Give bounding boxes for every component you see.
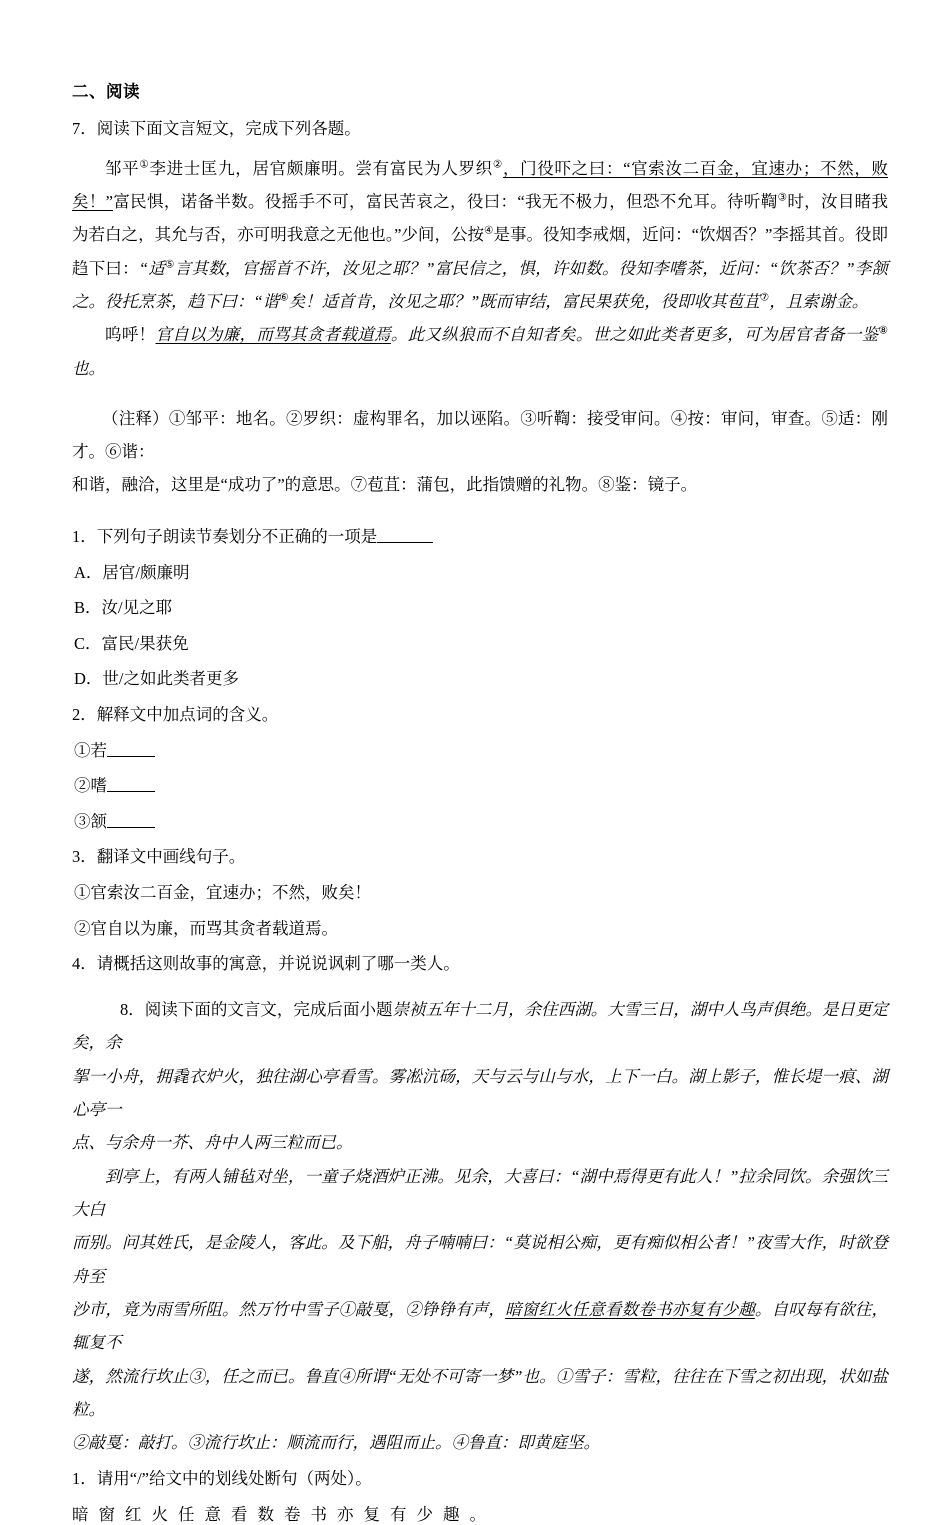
q7-sub2-item-3 [72, 809, 888, 835]
p1-text-b: 李进士匡九，居官颇廉明。尝有富民为人罗织 [149, 158, 493, 178]
q7-option-c[interactable]: C．富民/果获免 [74, 633, 189, 653]
q8-stem-b: 崇祯五年十二月，余住西湖。大雪三日，湖中人鸟声俱绝。是日更定矣，余 [72, 999, 889, 1053]
q7-sub2-item-2-blank[interactable] [107, 776, 155, 793]
q8-subquestion-1: 1．请用“/”给文中的划线处断句（两处）。 [72, 1468, 372, 1488]
p1-text-a: 邹平 [105, 158, 140, 178]
q7-sub2-item-1-label: ①若 [74, 740, 107, 760]
q8-p2-f: ②敲戛：敲打。③流行坎止：顺流而行，遇阻而止。④鲁直：即黄庭坚。 [72, 1433, 600, 1453]
q7-sub2-item-3-blank[interactable] [107, 811, 155, 828]
p2-sup-8: ⑧ [878, 325, 889, 337]
q7-subquestion-1 [72, 524, 888, 551]
q8-stem-a: 8．阅读下面的文言文，完成后面小题 [120, 999, 393, 1019]
q7-sub3-item-1: ①官索汝二百金，宜速办；不然，败矣！ [74, 883, 371, 903]
section-title: 二、阅读 [72, 83, 140, 101]
notes-line-b: 和谐，融洽，这里是“成功了”的意思。⑦苞苴：蒲包，此指馈赠的礼物。⑧鉴：镜子。 [72, 475, 698, 495]
q7-subquestion-3: 3．翻译文中画线句子。 [72, 847, 246, 867]
q8-p2-a: 到亭上，有两人铺毡对坐，一童子烧酒炉正沸。见余，大喜曰：“湖中焉得更有此人！”拉余同饮。余强饮三大白 [72, 1166, 888, 1219]
p1-sup-5: ⑤ [165, 259, 175, 271]
notes-line-a: （注释）①邹平：地名。②罗织：虚构罪名，加以诬陷。③听鞫：接受审问。④按：审问，审查。⑤适：刚才。⑥谐： [72, 408, 888, 461]
p1-text-i: 茶，趋下曰：“谐 [154, 292, 280, 312]
p1-sup-7: ⑦ [759, 292, 770, 304]
q7-subquestion-1-text: 1．下列句子朗读节奏划分不正确的一项是 [72, 527, 378, 546]
q8-spaced-sentence: 暗窗红火任意看数卷书亦复有少趣。 [72, 1505, 496, 1525]
p2-text-a: 呜呼！ [105, 325, 156, 345]
q7-subquestion-4: 4．请概括这则故事的寓意，并说说讽刺了哪一类人。 [72, 954, 460, 974]
p1-text-g: “适 [138, 258, 165, 278]
p2-text-underlined: 官自以为廉，而骂其贪者载道焉 [155, 325, 391, 345]
q7-sub2-item-2-label: ②嗜 [74, 776, 107, 796]
q8-paragraph-1 [72, 993, 888, 1160]
p1-text-d: 富民惧，诺备半数。役摇手不可，富民苦哀之，役曰：“我无不极力，但恐不允耳。待听鞫 [113, 192, 778, 212]
p1-text-e: 时，汝目睹我为若白之，其允与否，亦可明我意之无他也。”少间，公按 [72, 192, 889, 245]
question-7-stem: 7．阅读下面文言短文，完成下列各题。 [72, 119, 361, 138]
q7-option-a[interactable]: A．居官/颇廉明 [74, 562, 190, 582]
q7-sub2-item-2 [72, 773, 888, 799]
q7-passage-paragraph-1 [72, 152, 888, 319]
q7-passage-paragraph-2 [72, 318, 888, 385]
q8-p2-b: 而别。问其姓氏，是金陵人，客此。及下船，舟子喃喃曰：“莫说相公痴，更有痴似相公者！”夜雪大作，时欲登舟至 [72, 1233, 888, 1286]
p1-text-h: 言其数，官摇首不许，汝见之耶？”富民信之，惧，许如数。役知李嗜茶，近问：“饮茶否？”李颔之。役托烹 [72, 258, 889, 312]
p1-text-f: 是事。役知李戒烟，近问：“饮烟否？”李摇其首。役即趋下曰： [72, 225, 888, 278]
q7-option-d[interactable]: D．世/之如此类者更多 [74, 669, 239, 689]
p2-text-b: 。此又纵狼而不自知者矣。世之如此类者更多，可为居官者备一鉴 [390, 325, 879, 345]
q7-sub2-item-3-label: ③颔 [74, 811, 107, 831]
p1-sup-3: ③ [777, 192, 788, 204]
p1-sup-2: ② [492, 159, 503, 171]
p1-sup-4: ④ [484, 225, 494, 237]
q8-paragraph-2 [72, 1160, 888, 1460]
q7-notes [72, 402, 888, 502]
q7-subquestion-2: 2．解释文中加点词的含义。 [72, 704, 279, 724]
p2-text-c: 也。 [72, 358, 105, 378]
p1-text-c-underlined: ，门役吓之曰：“官索汝二百金，宜速办；不然，败矣！” [72, 158, 889, 212]
p1-sup-6: ⑥ [279, 292, 289, 304]
q7-sub2-item-1-blank[interactable] [107, 740, 155, 757]
q7-option-b[interactable]: B．汝/见之耶 [74, 598, 173, 618]
q7-sub1-answer-blank[interactable] [377, 526, 433, 543]
q8-p2-e: 遂，然流行坎止③，任之而已。鲁直④所谓“无处不可寄一梦”也。①雪子：雪粒，往往在下雪之初出现，状如盐粒。 [72, 1366, 888, 1419]
p1-sup-1: ① [139, 159, 150, 171]
q7-sub3-item-2: ②官自以为廉，而骂其贪者载道焉。 [74, 918, 338, 938]
q8-p1-b: 挐一小舟，拥毳衣炉火，独往湖心亭看雪。雾凇沆砀，天与云与山与水，上下一白。湖上影子，惟长堤一痕、湖心亭一 [72, 1066, 888, 1119]
q8-p2-underlined: 暗窗红火任意看数卷书亦复有少趣 [505, 1299, 755, 1319]
q7-sub2-item-1 [72, 738, 888, 764]
p1-text-j: 矣！适首肯，汝见之耶？”既而审结，富民果获免，役即收其苞苴 [288, 292, 760, 312]
q8-p2-c: 沙市，竟为雨雪所阻。然万竹中雪子①敲戛，②铮铮有声， [72, 1299, 506, 1319]
q8-p2-d: 。自叹每有欲往，辄复不 [72, 1299, 888, 1353]
p1-text-k: ，且索谢金。 [769, 292, 869, 312]
q8-p1-c: 点、与余舟一芥、舟中人两三粒而已。 [72, 1133, 353, 1153]
